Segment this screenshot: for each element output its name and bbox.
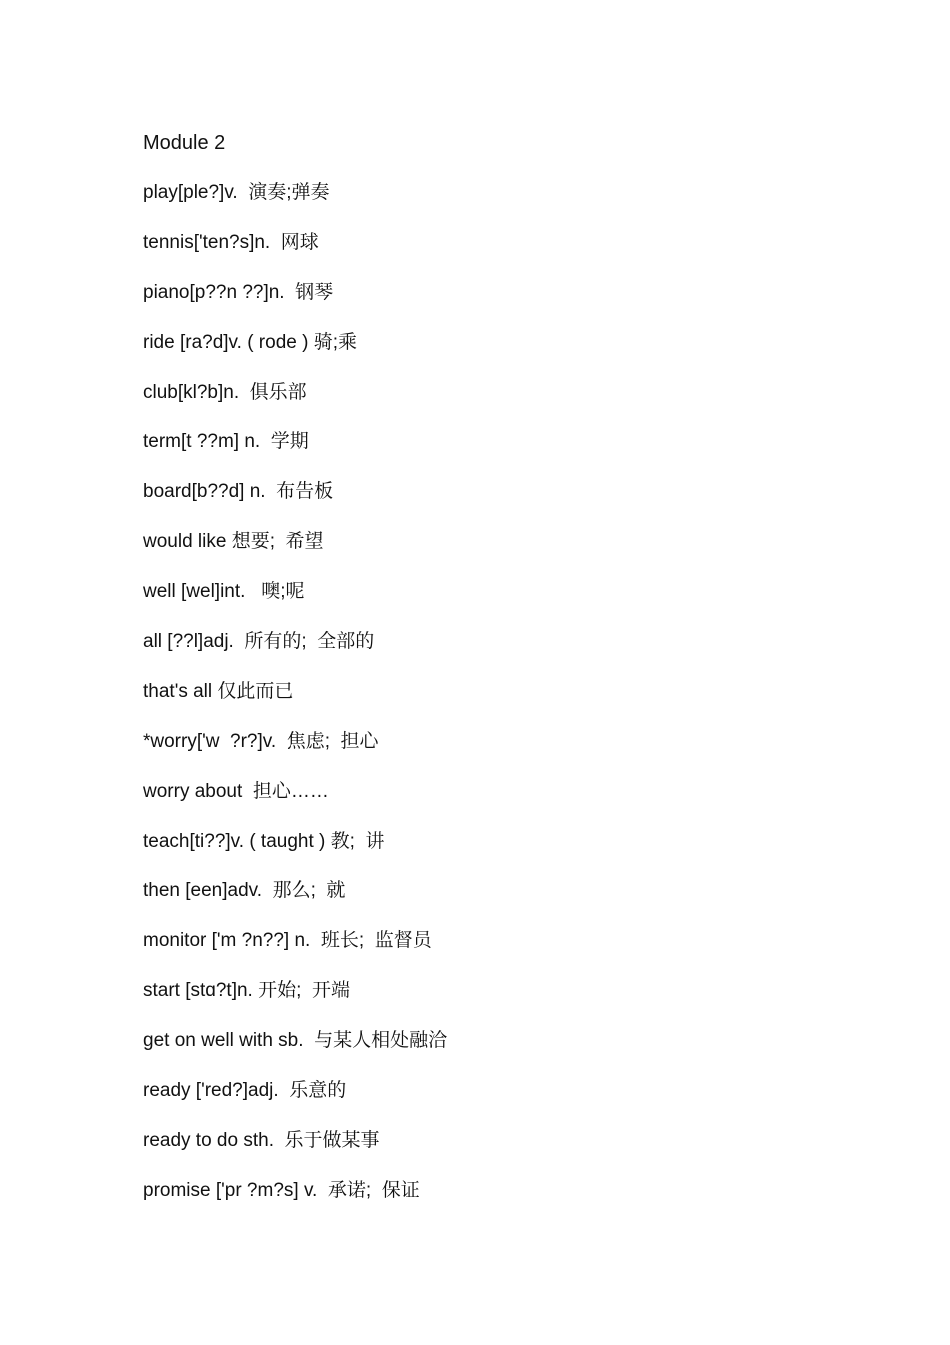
- vocab-entry: that's all 仅此而已: [143, 680, 294, 702]
- vocab-entry: start [stɑ?t]n. 开始; 开端: [143, 980, 350, 1002]
- vocab-entry: get on well with sb. 与某人相处融洽: [143, 1030, 448, 1052]
- vocab-entry: club[kl?b]n. 俱乐部: [143, 381, 307, 403]
- vocab-entry: worry about 担心……: [143, 780, 329, 802]
- vocab-entry: term[t ??m] n. 学期: [143, 431, 309, 453]
- vocab-entry: ride [ra?d]v. ( rode ) 骑;乘: [143, 331, 357, 353]
- vocab-entry: tennis['ten?s]n. 网球: [143, 231, 319, 253]
- vocabulary-list: [143, 128, 843, 1226]
- vocab-entry: ready ['red?]adj. 乐意的: [143, 1080, 347, 1102]
- vocab-entry: play[ple?]v. 演奏;弹奏: [143, 182, 330, 203]
- vocab-entry: ready to do sth. 乐于做某事: [143, 1129, 380, 1151]
- vocab-entry: then [een]adv. 那么; 就: [143, 880, 346, 902]
- vocab-entry: teach[ti??]v. ( taught ) 教; 讲: [143, 830, 385, 852]
- vocab-entry: all [??l]adj. 所有的; 全部的: [143, 631, 375, 653]
- vocab-entry: well [wel]int. 噢;呢: [143, 581, 305, 603]
- vocab-entry: would like 想要; 希望: [143, 531, 324, 553]
- module-title: Module 2: [143, 132, 226, 154]
- vocab-entry: piano[p??n ??]n. 钢琴: [143, 281, 334, 303]
- vocab-entry: monitor ['m ?n??] n. 班长; 监督员: [143, 930, 432, 952]
- vocab-entry: promise ['pr ?m?s] v. 承诺; 保证: [143, 1179, 420, 1201]
- vocab-entry: board[b??d] n. 布告板: [143, 481, 334, 503]
- vocab-entry: *worry['w ?r?]v. 焦虑; 担心: [143, 730, 379, 752]
